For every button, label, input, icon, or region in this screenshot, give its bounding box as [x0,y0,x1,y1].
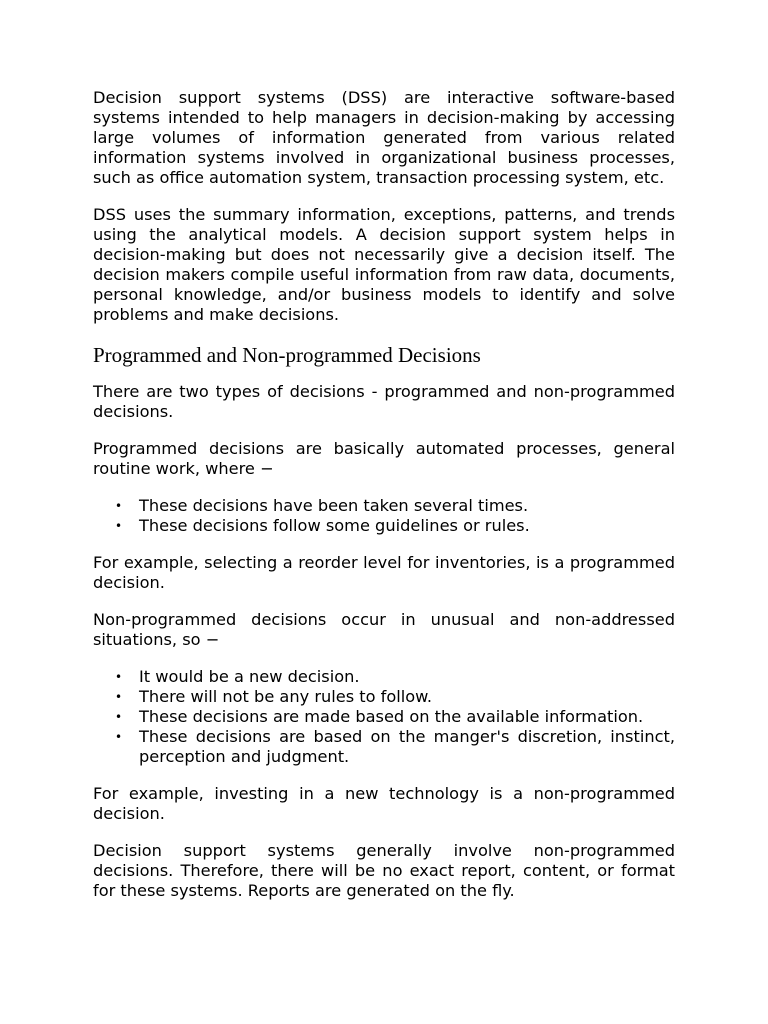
non-programmed-decisions-paragraph: Non-programmed decisions occur in unusual and non-addressed situations, so − [93,610,675,649]
bullet-icon: • [115,690,123,704]
closing-paragraph: Decision support systems generally involve non-programmed decisions. Therefore, there will be no exact report, content, or format for these systems. Reports are generated on the fly. [93,841,675,900]
list-item [93,496,675,516]
list-item-text: These decisions are made based on the available information. [139,707,644,726]
programmed-decisions-paragraph: Programmed decisions are basically automated processes, general routine work, where − [93,439,675,478]
list-item-text: These decisions have been taken several times. [139,496,529,515]
list-item [93,516,675,536]
non-programmed-example-paragraph: For example, investing in a new technology is a non-programmed decision. [93,784,675,823]
list-item-text: These decisions are based on the manger's discretion, instinct, perception and judgment. [139,727,675,766]
programmed-decisions-list [93,496,675,536]
bullet-icon: • [115,519,123,533]
section-heading: Programmed and Non-programmed Decisions [93,343,481,367]
decision-types-paragraph: There are two types of decisions - programmed and non-programmed decisions. [93,382,675,421]
bullet-icon: • [115,730,123,744]
list-item [93,687,675,707]
list-item-text: These decisions follow some guidelines or rules. [139,516,530,535]
list-item-text: It would be a new decision. [139,667,360,686]
list-item [93,667,675,687]
bullet-icon: • [115,670,123,684]
bullet-icon: • [115,710,123,724]
intro-paragraph: Decision support systems (DSS) are interactive software-based systems intended to help managers in decision-making by accessing large volumes of information generated from various related information systems involved in organizational business processes, such as office automation system, transaction processing system, etc. [93,88,675,187]
programmed-example-paragraph: For example, selecting a reorder level for inventories, is a programmed decision. [93,553,675,592]
list-item [93,707,675,727]
bullet-icon: • [115,499,123,513]
list-item [93,727,675,767]
document-page [93,88,675,918]
list-item-text: There will not be any rules to follow. [139,687,433,706]
dss-usage-paragraph: DSS uses the summary information, exceptions, patterns, and trends using the analytical models. A decision support system helps in decision-making but does not necessarily give a decision itself. The decision makers compile useful information from raw data, documents, personal knowledge, and/or business models to identify and solve problems and make decisions. [93,205,675,324]
non-programmed-decisions-list [93,667,675,767]
